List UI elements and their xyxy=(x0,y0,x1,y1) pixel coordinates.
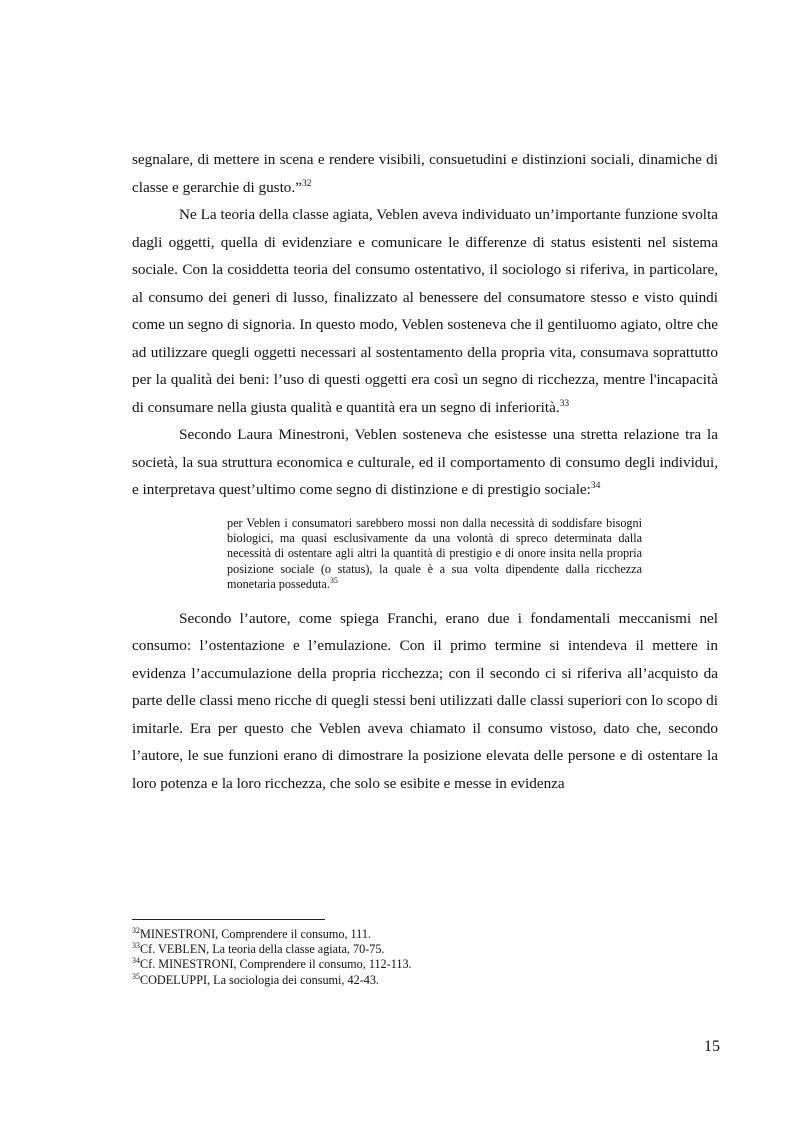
paragraph-2: Ne La teoria della classe agiata, Veblen aveva individuato un’importante funzione svolta dagli oggetti, quella di evidenziare e comunicare le differenze di status esistenti nel sistema sociale. Con la cosiddetta teoria del consumo ostentativo, il sociologo si riferiva, in particolare, al consumo dei generi di lusso, finalizzato al benessere del consumatore stesso e visto quindi come un segno di signoria. In questo modo, Veblen sosteneva che il gentiluomo agiato, oltre che ad utilizzare quegli oggetti necessari al sostentamento della propria vita, consumava soprattutto per la qualità dei beni: l’uso di questi oggetti era così un segno di ricchezza, mentre l'incapacità di consumare nella giusta qualità e quantità era un segno di inferiorità.$^{33}$ xyxy=(132,206,718,416)
footnote-32: $^{32}$MINESTRONI, Comprendere il consumo, 111. xyxy=(132,926,371,941)
footnote-separator xyxy=(132,919,325,920)
footnotes xyxy=(132,927,718,988)
footnote-34: $^{34}$Cf. MINESTRONI, Comprendere il consumo, 112-113. xyxy=(132,956,412,972)
paragraph-1: segnalare, di mettere in scena e rendere visibili, consuetudini e distinzioni sociali, dinamiche di classe e gerarchie di gusto.”$^{32}$ xyxy=(132,151,718,196)
block-quote: per Veblen i consumatori sarebbero mossi non dalla necessità di soddisfare bisogni biologici, ma quasi esclusivamente da una volontà di spreco determinata dalla necessità di ostentare agli altri la quantità di prestigio e di onore insita nella propria posizione sociale (o status), la quale è a sua volta dipendente dalla ricchezza monetaria posseduta.$^{35}$ xyxy=(227,515,642,592)
footnote-ref-35: 35 xyxy=(329,576,338,586)
paragraph-3: Secondo Laura Minestroni, Veblen sosteneva che esistesse una stretta relazione tra la società, la sua struttura economica e culturale, ed il comportamento di consumo degli individui, e interpretava quest’ultimo come segno di distinzione e di prestigio sociale:$^{34}$ xyxy=(132,426,718,498)
footnote-ref-34: 34 xyxy=(590,481,601,491)
main-text xyxy=(132,146,718,797)
footnote-35: $^{35}$CODELUPPI, La sociologia dei consumi, 42-43. xyxy=(132,971,379,987)
paragraph-4: Secondo l’autore, come spiega Franchi, erano due i fondamentali meccanismi nel consumo: l’ostentazione e l’emulazione. Con il primo termine si intendeva il mettere in evidenza l’accumulazione della propria ricchezza; con il secondo ci si riferiva all’acquisto da parte delle classi meno ricche di quegli stessi beni utilizzati dalle classi superiori con lo scopo di imitarle. Era per questo che Veblen aveva chiamato il consumo vistoso, dato che, secondo l’autore, le sue funzioni erano di dimostrare la posizione elevata delle persone e di ostentare la loro potenza e la loro ricchezza, che solo se esibite e messe in evidenza xyxy=(132,609,718,792)
footnote-ref-32: 32 xyxy=(301,178,312,189)
footnote-33: $^{33}$Cf. VEBLEN, La teoria della classe agiata, 70-75. xyxy=(132,941,385,957)
page-number: 15 xyxy=(704,1038,720,1055)
footnote-ref-33: 33 xyxy=(559,398,570,409)
